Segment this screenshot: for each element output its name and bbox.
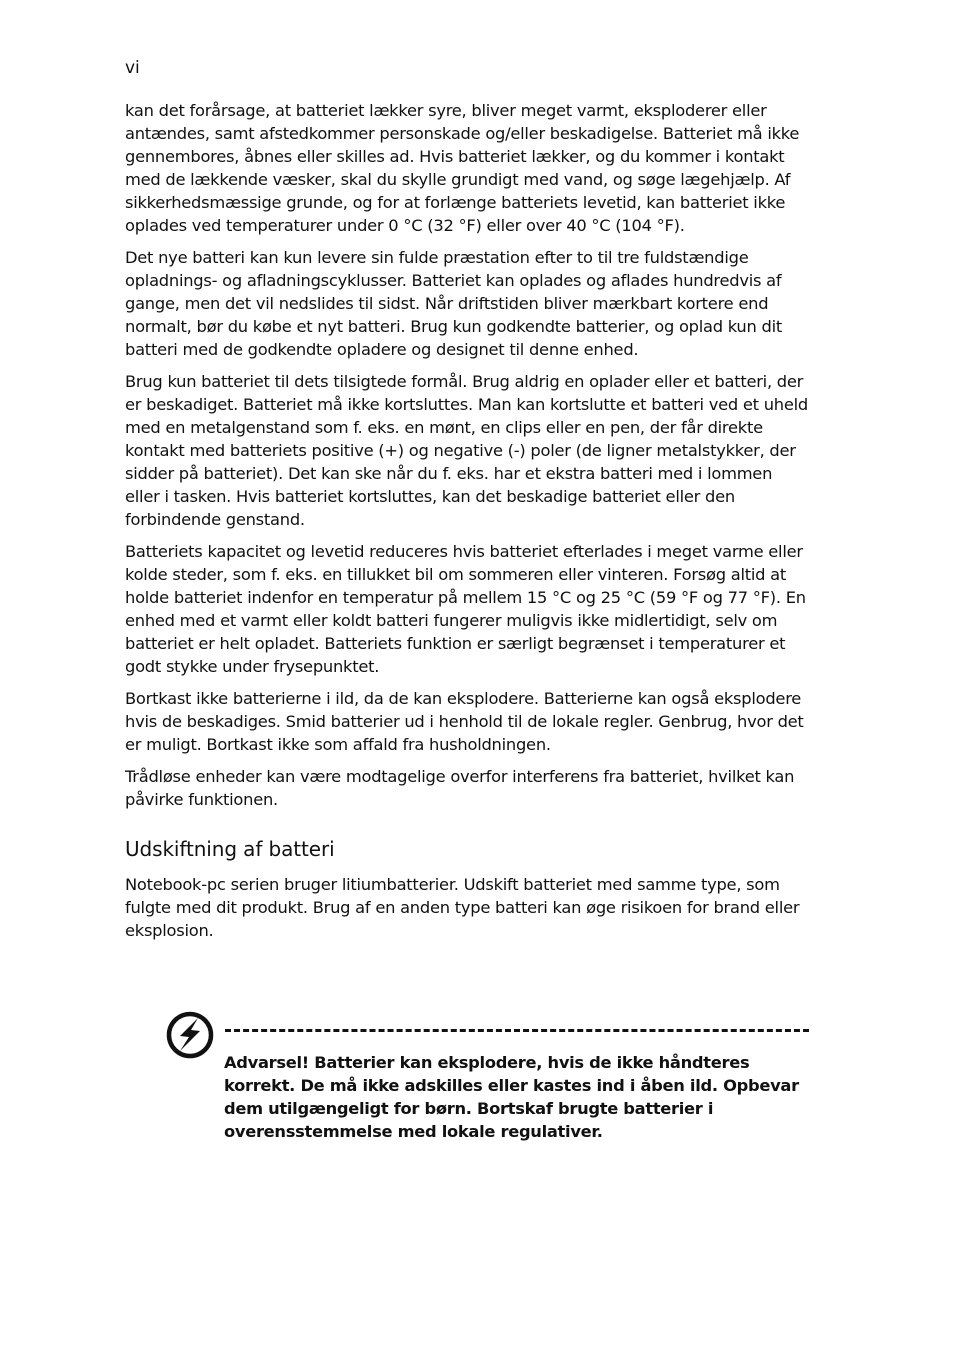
warning-text: Advarsel! Batterier kan eksplodere, hvis de ikke håndteres korrekt. De må ikke adskilles eller kastes ind i åben ild. Opbevar dem utilgængeligt for børn. Bortskaf brugte batterier i overensstemmelse med lokale regulativer. xyxy=(224,1053,799,1141)
warning-box xyxy=(165,1010,811,1150)
body-paragraph: Batteriets kapacitet og levetid reduceres hvis batteriet efterlades i meget varme eller kolde steder, som f. eks. en tillukket bil om sommeren eller vinteren. Forsøg altid at holde batteriet indenfor en temperatur på mellem 15 °C og 25 °C (59 °F og 77 °F). En enhed med et varmt eller koldt batteri fungerer muligvis ikke midlertidigt, selv om batteriet er helt opladet. Batteriets funktion er særligt begrænset i temperaturer et godt stykke under frysepunktet. xyxy=(125,542,806,676)
body-paragraph: Det nye batteri kan kun levere sin fulde præstation efter to til tre fuldstændige opladnings- og afladningscyklusser. Batteriet kan oplades og aflades hundredvis af gange, men det vil nedslides til sidst. Når driftstiden bliver mærkbart kortere end normalt, bør du købe et nyt batteri. Brug kun godkendte batterier, og oplad kun dit batteri med de godkendte opladere og designet til denne enhed. xyxy=(125,248,782,359)
section-heading: Udskiftning af batteri xyxy=(125,837,335,861)
section-paragraph: Notebook-pc serien bruger litiumbatterier. Udskift batteriet med samme type, som fulgte med dit produkt. Brug af en anden type batteri kan øge risikoen for brand eller eksplosion. xyxy=(125,875,800,940)
document-body xyxy=(125,99,809,951)
body-paragraph: Brug kun batteriet til dets tilsigtede formål. Brug aldrig en oplader eller et batteri, der er beskadiget. Batteriet må ikke kortsluttes. Man kan kortslutte et batteri ved et uheld med en metalgenstand som f. eks. en mønt, en clips eller en pen, der får direkte kontakt med batteriets positive (+) og negative (-) poler (de ligner metalstykker, der sidder på batteriet). Det kan ske når du f. eks. har et ekstra batteri med i lommen eller i tasken. Hvis batteriet kortsluttes, kan det beskadige batteriet eller den forbindende genstand. xyxy=(125,372,808,529)
page-number: vi xyxy=(125,58,140,78)
body-paragraph: Bortkast ikke batterierne i ild, da de kan eksplodere. Batterierne kan også eksplodere hvis de beskadiges. Smid batterier ud i henhold til de lokale regler. Genbrug, hvor det er muligt. Bortkast ikke som affald fra husholdningen. xyxy=(125,689,804,754)
body-paragraph: Trådløse enheder kan være modtagelige overfor interferens fra batteriet, hvilket kan påvirke funktionen. xyxy=(125,767,795,809)
dashed-separator xyxy=(225,1029,809,1032)
lightning-warning-icon xyxy=(165,1010,215,1060)
body-paragraph: kan det forårsage, at batteriet lækker syre, bliver meget varmt, eksploderer eller antændes, samt afstedkommer personskade og/eller beskadigelse. Batteriet må ikke gennembores, åbnes eller skilles ad. Hvis batteriet lækker, og du kommer i kontakt med de lækkende væsker, skal du skylle grundigt med vand, og søge lægehjælp. Af sikkerhedsmæssige grunde, og for at forlænge batteriets levetid, kan batteriet ikke oplades ved temperaturer under 0 °C (32 °F) eller over 40 °C (104 °F). xyxy=(125,101,800,235)
